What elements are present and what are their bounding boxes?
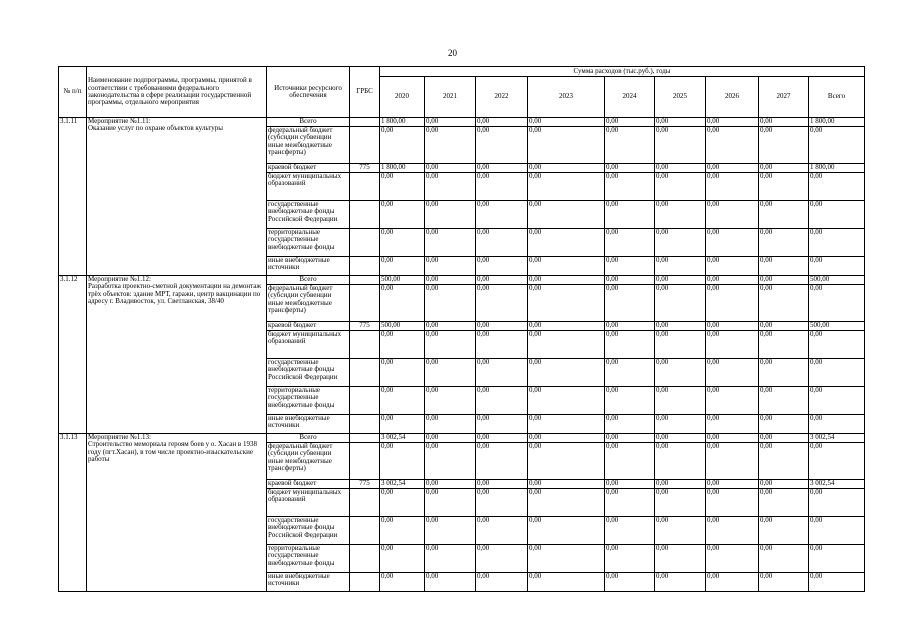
value-cell: 0,00	[809, 387, 865, 415]
value-cell: 0,00	[425, 322, 476, 331]
measure-desc: Строительство мемориала героям боев у о. Хасан в 1938 году (пгт.Хасан), в том числе проектно-изыскательские работы	[88, 440, 257, 464]
source-label: иные внебюджетные источники	[267, 415, 350, 434]
value-cell: 0,00	[655, 489, 706, 517]
source-label: федеральный бюджет (субсидии субвенции иные межбюджетные трансферты)	[267, 443, 350, 480]
value-cell: 0,00	[425, 443, 476, 480]
source-label: Всего	[267, 276, 350, 285]
value-cell: 0,00	[425, 415, 476, 434]
value-cell: 0,00	[605, 573, 655, 592]
value-cell: 0,00	[706, 573, 759, 592]
value-cell: 0,00	[706, 173, 759, 201]
grbs-cell	[350, 229, 380, 257]
value-cell: 0,00	[476, 322, 528, 331]
source-label: Всего	[267, 118, 350, 127]
value-cell: 0,00	[476, 164, 528, 173]
source-label: Всего	[267, 434, 350, 443]
value-cell: 0,00	[425, 164, 476, 173]
value-cell: 0,00	[528, 173, 605, 201]
value-cell: 0,00	[706, 285, 759, 322]
value-cell: 0,00	[425, 285, 476, 322]
value-cell: 0,00	[655, 118, 706, 127]
value-cell: 0,00	[655, 201, 706, 229]
value-cell: 0,00	[476, 285, 528, 322]
value-cell: 0,00	[425, 545, 476, 573]
value-cell: 0,00	[759, 285, 809, 322]
value-cell: 0,00	[528, 164, 605, 173]
value-cell: 0,00	[425, 359, 476, 387]
header-name: Наименование подпрограммы, программы, принятой в соответствии с требованиями федерального законодательства в сфере реализации государственной программы, отдельного мероприятия	[87, 67, 267, 118]
value-cell: 0,00	[528, 434, 605, 443]
source-label: бюджет муниципальных образований	[267, 173, 350, 201]
value-cell: 0,00	[476, 480, 528, 489]
value-cell: 0,00	[476, 387, 528, 415]
value-cell: 0,00	[605, 229, 655, 257]
header-year: 2027	[759, 77, 809, 118]
value-cell: 0,00	[655, 573, 706, 592]
value-cell: 0,00	[528, 201, 605, 229]
value-cell: 0,00	[380, 229, 425, 257]
grbs-cell	[350, 285, 380, 322]
value-cell: 0,00	[605, 331, 655, 359]
value-cell: 0,00	[759, 434, 809, 443]
value-cell: 0,00	[380, 331, 425, 359]
header-sum-title: Сумма расходов (тыс.руб.), годы	[380, 67, 865, 77]
value-cell: 0,00	[809, 127, 865, 164]
grbs-cell	[350, 173, 380, 201]
value-cell: 0,00	[528, 229, 605, 257]
value-cell: 0,00	[759, 415, 809, 434]
value-cell: 0,00	[605, 127, 655, 164]
table-body	[59, 118, 865, 592]
value-cell: 0,00	[655, 164, 706, 173]
value-cell: 0,00	[528, 387, 605, 415]
value-cell: 0,00	[706, 276, 759, 285]
value-cell: 0,00	[528, 359, 605, 387]
value-cell: 0,00	[425, 331, 476, 359]
grbs-cell	[350, 415, 380, 434]
value-cell: 0,00	[425, 201, 476, 229]
measure-title: Мероприятие №1.11:	[88, 117, 151, 125]
source-label: краевой бюджет	[267, 322, 350, 331]
source-label: государственные внебюджетные фонды Российской Федерации	[267, 201, 350, 229]
value-cell: 0,00	[476, 545, 528, 573]
value-cell: 0,00	[605, 480, 655, 489]
header-source: Источники ресурсного обеспечения	[267, 67, 350, 118]
value-cell: 0,00	[809, 573, 865, 592]
value-cell: 0,00	[759, 489, 809, 517]
grbs-cell	[350, 545, 380, 573]
value-cell: 0,00	[706, 118, 759, 127]
grbs-cell	[350, 331, 380, 359]
value-cell: 0,00	[476, 415, 528, 434]
value-cell: 0,00	[425, 173, 476, 201]
page-number: 20	[448, 48, 457, 58]
value-cell: 0,00	[759, 257, 809, 276]
value-cell: 0,00	[476, 201, 528, 229]
value-cell: 0,00	[655, 229, 706, 257]
value-cell: 0,00	[476, 257, 528, 276]
value-cell: 0,00	[809, 443, 865, 480]
value-cell: 0,00	[605, 359, 655, 387]
value-cell: 0,00	[655, 276, 706, 285]
value-cell: 3 002,54	[809, 480, 865, 489]
value-cell: 0,00	[809, 545, 865, 573]
value-cell: 0,00	[380, 573, 425, 592]
value-cell: 0,00	[605, 517, 655, 545]
value-cell: 0,00	[809, 285, 865, 322]
value-cell: 0,00	[380, 443, 425, 480]
measure-title: Мероприятие №1.12:	[88, 275, 151, 283]
value-cell: 0,00	[809, 415, 865, 434]
value-cell: 0,00	[706, 164, 759, 173]
value-cell: 0,00	[706, 201, 759, 229]
value-cell: 0,00	[759, 229, 809, 257]
value-cell: 0,00	[380, 387, 425, 415]
header-year: 2020	[380, 77, 425, 118]
value-cell: 0,00	[380, 489, 425, 517]
value-cell: 0,00	[759, 201, 809, 229]
source-label: иные внебюджетные источники	[267, 257, 350, 276]
value-cell: 0,00	[605, 173, 655, 201]
grbs-cell	[350, 573, 380, 592]
header-year: 2026	[706, 77, 759, 118]
value-cell: 0,00	[605, 164, 655, 173]
value-cell: 0,00	[759, 164, 809, 173]
value-cell: 0,00	[655, 322, 706, 331]
source-label: краевой бюджет	[267, 164, 350, 173]
value-cell: 3 002,54	[380, 434, 425, 443]
value-cell: 0,00	[706, 517, 759, 545]
value-cell: 0,00	[528, 517, 605, 545]
header-year: 2021	[425, 77, 476, 118]
grbs-cell: 775	[350, 322, 380, 331]
grbs-cell	[350, 443, 380, 480]
grbs-cell	[350, 434, 380, 443]
value-cell: 0,00	[759, 118, 809, 127]
value-cell: 3 002,54	[809, 434, 865, 443]
grbs-cell	[350, 517, 380, 545]
value-cell: 0,00	[655, 257, 706, 276]
value-cell: 0,00	[759, 517, 809, 545]
value-cell: 0,00	[605, 285, 655, 322]
value-cell: 0,00	[476, 443, 528, 480]
value-cell: 0,00	[655, 359, 706, 387]
value-cell: 0,00	[809, 229, 865, 257]
value-cell: 0,00	[655, 127, 706, 164]
value-cell: 0,00	[706, 443, 759, 480]
table-row	[59, 118, 865, 127]
value-cell: 0,00	[425, 276, 476, 285]
value-cell: 1 800,00	[380, 164, 425, 173]
value-cell: 0,00	[380, 415, 425, 434]
value-cell: 0,00	[706, 257, 759, 276]
value-cell: 1 800,00	[809, 118, 865, 127]
value-cell: 0,00	[706, 545, 759, 573]
value-cell: 0,00	[476, 173, 528, 201]
value-cell: 0,00	[528, 443, 605, 480]
source-label: бюджет муниципальных образований	[267, 331, 350, 359]
value-cell: 0,00	[380, 201, 425, 229]
value-cell: 0,00	[380, 257, 425, 276]
value-cell: 0,00	[605, 387, 655, 415]
value-cell: 0,00	[655, 387, 706, 415]
value-cell: 0,00	[380, 517, 425, 545]
value-cell: 0,00	[605, 545, 655, 573]
value-cell: 1 800,00	[380, 118, 425, 127]
grbs-cell	[350, 489, 380, 517]
value-cell: 0,00	[655, 517, 706, 545]
value-cell: 0,00	[380, 285, 425, 322]
measure-number: 3.1.13	[59, 434, 87, 592]
source-label: государственные внебюджетные фонды Российской Федерации	[267, 359, 350, 387]
value-cell: 0,00	[476, 118, 528, 127]
value-cell: 0,00	[759, 545, 809, 573]
value-cell: 0,00	[528, 415, 605, 434]
value-cell: 0,00	[528, 331, 605, 359]
source-label: иные внебюджетные источники	[267, 573, 350, 592]
value-cell: 0,00	[809, 173, 865, 201]
value-cell: 0,00	[380, 173, 425, 201]
source-label: государственные внебюджетные фонды Российской Федерации	[267, 517, 350, 545]
header-year: 2023	[528, 77, 605, 118]
value-cell: 0,00	[605, 434, 655, 443]
table-row	[59, 276, 865, 285]
measure-title: Мероприятие №1.13:	[88, 433, 151, 441]
source-label: территориальные государственные внебюджетные фонды	[267, 387, 350, 415]
value-cell: 0,00	[528, 276, 605, 285]
value-cell: 0,00	[706, 434, 759, 443]
value-cell: 0,00	[655, 285, 706, 322]
value-cell: 0,00	[809, 359, 865, 387]
value-cell: 0,00	[759, 276, 809, 285]
value-cell: 0,00	[809, 517, 865, 545]
value-cell: 0,00	[528, 489, 605, 517]
value-cell: 0,00	[425, 489, 476, 517]
budget-table	[58, 66, 865, 592]
measure-description	[87, 276, 267, 434]
value-cell: 0,00	[380, 127, 425, 164]
value-cell: 0,00	[605, 201, 655, 229]
value-cell: 0,00	[706, 127, 759, 164]
value-cell: 0,00	[425, 387, 476, 415]
grbs-cell: 775	[350, 480, 380, 489]
value-cell: 0,00	[425, 257, 476, 276]
source-label: федеральный бюджет (субсидии субвенции иные межбюджетные трансферты)	[267, 285, 350, 322]
value-cell: 0,00	[605, 118, 655, 127]
grbs-cell	[350, 276, 380, 285]
value-cell: 0,00	[605, 322, 655, 331]
value-cell: 0,00	[476, 359, 528, 387]
value-cell: 0,00	[605, 489, 655, 517]
value-cell: 0,00	[655, 331, 706, 359]
value-cell: 0,00	[655, 434, 706, 443]
value-cell: 3 002,54	[380, 480, 425, 489]
measure-number: 3.1.11	[59, 118, 87, 276]
value-cell: 500,00	[380, 276, 425, 285]
value-cell: 0,00	[809, 201, 865, 229]
value-cell: 0,00	[476, 127, 528, 164]
source-label: краевой бюджет	[267, 480, 350, 489]
grbs-cell: 775	[350, 164, 380, 173]
source-label: территориальные государственные внебюджетные фонды	[267, 229, 350, 257]
value-cell: 0,00	[528, 322, 605, 331]
value-cell: 0,00	[425, 573, 476, 592]
value-cell: 0,00	[476, 489, 528, 517]
value-cell: 0,00	[759, 322, 809, 331]
value-cell: 0,00	[380, 545, 425, 573]
value-cell: 0,00	[706, 331, 759, 359]
grbs-cell	[350, 257, 380, 276]
measure-description	[87, 434, 267, 592]
value-cell: 0,00	[809, 257, 865, 276]
value-cell: 0,00	[809, 331, 865, 359]
value-cell: 0,00	[655, 443, 706, 480]
measure-number: 3.1.12	[59, 276, 87, 434]
value-cell: 0,00	[605, 443, 655, 480]
value-cell: 0,00	[528, 257, 605, 276]
grbs-cell	[350, 127, 380, 164]
value-cell: 0,00	[706, 489, 759, 517]
value-cell: 0,00	[528, 285, 605, 322]
value-cell: 0,00	[759, 443, 809, 480]
value-cell: 0,00	[528, 573, 605, 592]
header-num: № п/п	[59, 67, 87, 118]
grbs-cell	[350, 201, 380, 229]
grbs-cell	[350, 387, 380, 415]
value-cell: 0,00	[655, 545, 706, 573]
value-cell: 0,00	[425, 517, 476, 545]
value-cell: 0,00	[706, 359, 759, 387]
value-cell: 0,00	[706, 229, 759, 257]
value-cell: 0,00	[759, 480, 809, 489]
value-cell: 0,00	[528, 545, 605, 573]
grbs-cell	[350, 118, 380, 127]
value-cell: 0,00	[528, 127, 605, 164]
value-cell: 0,00	[476, 229, 528, 257]
value-cell: 0,00	[605, 276, 655, 285]
value-cell: 0,00	[528, 118, 605, 127]
measure-desc: Оказание услуг по охране объектов культуры	[88, 124, 223, 133]
value-cell: 0,00	[706, 415, 759, 434]
value-cell: 0,00	[706, 387, 759, 415]
value-cell: 0,00	[605, 257, 655, 276]
value-cell: 0,00	[759, 331, 809, 359]
value-cell: 0,00	[476, 434, 528, 443]
value-cell: 0,00	[706, 480, 759, 489]
value-cell: 0,00	[759, 359, 809, 387]
value-cell: 500,00	[809, 276, 865, 285]
value-cell: 500,00	[380, 322, 425, 331]
value-cell: 0,00	[759, 127, 809, 164]
value-cell: 0,00	[425, 127, 476, 164]
header-grbs: ГРБС	[350, 67, 380, 118]
source-label: федеральный бюджет (субсидии субвенции иные межбюджетные трансферты)	[267, 127, 350, 164]
value-cell: 1 800,00	[809, 164, 865, 173]
source-label: территориальные государственные внебюджетные фонды	[267, 545, 350, 573]
table-row	[59, 434, 865, 443]
measure-description	[87, 118, 267, 276]
value-cell: 0,00	[759, 173, 809, 201]
value-cell: 0,00	[476, 573, 528, 592]
value-cell: 500,00	[809, 322, 865, 331]
value-cell: 0,00	[706, 322, 759, 331]
value-cell: 0,00	[476, 276, 528, 285]
source-label: бюджет муниципальных образований	[267, 489, 350, 517]
header-year: 2025	[655, 77, 706, 118]
value-cell: 0,00	[425, 480, 476, 489]
value-cell: 0,00	[605, 415, 655, 434]
grbs-cell	[350, 359, 380, 387]
value-cell: 0,00	[759, 387, 809, 415]
value-cell: 0,00	[380, 359, 425, 387]
value-cell: 0,00	[655, 415, 706, 434]
value-cell: 0,00	[809, 489, 865, 517]
value-cell: 0,00	[759, 573, 809, 592]
value-cell: 0,00	[425, 434, 476, 443]
header-year: 2022	[476, 77, 528, 118]
value-cell: 0,00	[425, 118, 476, 127]
value-cell: 0,00	[528, 480, 605, 489]
header-year: 2024	[605, 77, 655, 118]
measure-desc: Разработка проектно-сметной документации на демонтаж трёх объектов: здание МРТ, гаражи, центр вакцинации по адресу г. Владивосток, ул. Светланская, 38/40	[88, 282, 262, 306]
value-cell: 0,00	[655, 480, 706, 489]
value-cell: 0,00	[425, 229, 476, 257]
header-year: Всего	[809, 77, 865, 118]
value-cell: 0,00	[476, 331, 528, 359]
value-cell: 0,00	[655, 173, 706, 201]
value-cell: 0,00	[476, 517, 528, 545]
